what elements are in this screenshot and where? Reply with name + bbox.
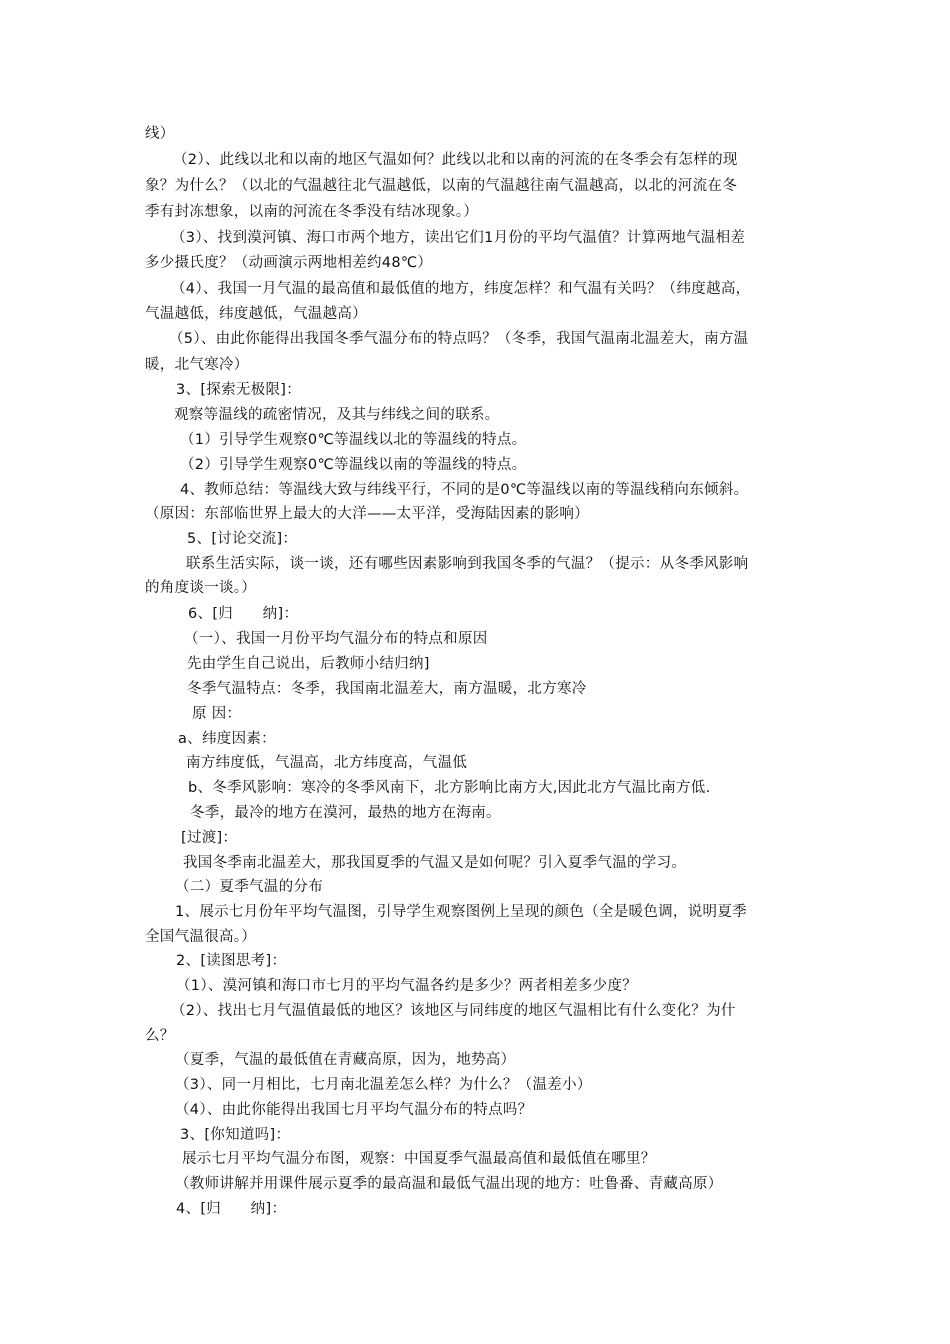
text-line: [过渡]： xyxy=(181,830,238,846)
text-line: 观察等温线的疏密情况，及其与纬线之间的联系。 xyxy=(174,407,500,423)
text-line: （2）引导学生观察0℃等温线以南的等温线的特点。 xyxy=(180,457,527,473)
text-line: a、纬度因素： xyxy=(178,731,276,747)
text-line: 么？ xyxy=(145,1028,175,1044)
text-line: （2）、找出七月气温值最低的地区？该地区与同纬度的地区气温相比有什么变化？为什 xyxy=(171,1003,736,1019)
text-line: 5、[讨论交流]： xyxy=(187,531,298,547)
text-line: 4、教师总结：等温线大致与纬线平行，不同的是0℃等温线以南的等温线稍向东倾斜。 xyxy=(180,482,749,498)
text-line: （3）、同一月相比，七月南北温差怎么样？为什么？（温差小） xyxy=(175,1077,592,1093)
text-line: 冬季气温特点：冬季，我国南北温差大，南方温暖，北方寒冷 xyxy=(187,681,587,697)
text-line: 冬季，最冷的地方在漠河，最热的地方在海南。 xyxy=(190,805,501,821)
text-line: 先由学生自己说出，后教师小结归纳] xyxy=(187,656,430,672)
text-line: （1）引导学生观察0℃等温线以北的等温线的特点。 xyxy=(180,432,527,448)
text-line: （5）、由此你能得出我国冬季气温分布的特点吗？（冬季，我国气温南北温差大，南方温 xyxy=(169,331,749,347)
text-line: 全国气温很高。） xyxy=(145,929,257,945)
text-line: 4、[归 纳]： xyxy=(176,1201,287,1217)
text-line: 联系生活实际，谈一谈，还有哪些因素影响到我国冬季的气温？（提示：从冬季风影响 xyxy=(186,556,749,572)
text-line: 线） xyxy=(145,126,175,142)
text-line: 1、展示七月份年平均气温图，引导学生观察图例上呈现的颜色（全是暖色调，说明夏季 xyxy=(175,904,747,920)
text-line: 的角度谈一谈。） xyxy=(145,580,257,596)
text-line: 展示七月平均气温分布图，观察：中国夏季气温最高值和最低值在哪里？ xyxy=(182,1151,656,1167)
text-line: b、冬季风影响：寒冷的冬季风南下，北方影响比南方大,因此北方气温比南方低. xyxy=(188,780,711,796)
text-line: （夏季，气温的最低值在青藏高原，因为，地势高） xyxy=(175,1052,516,1068)
text-line: 暖，北气寒冷） xyxy=(145,357,249,373)
text-line: （4）、由此你能得出我国七月平均气温分布的特点吗？ xyxy=(175,1102,533,1118)
text-line: （3）、找到漠河镇、海口市两个地方，读出它们1月份的平均气温值？计算两地气温相差 xyxy=(171,230,746,246)
text-line: 多少摄氏度？（动画演示两地相差约48℃） xyxy=(145,255,433,271)
text-line: （2）、此线以北和以南的地区气温如何？此线以北和以南的河流的在冬季会有怎样的现 xyxy=(173,152,738,168)
text-line: （4）、我国一月气温的最高值和最低值的地方，纬度怎样？和气温有关吗？（纬度越高， xyxy=(171,281,751,297)
text-line: 气温越低，纬度越低，气温越高） xyxy=(145,306,367,322)
text-line: 2、[读图思考]： xyxy=(176,953,287,969)
text-line: （一）、我国一月份平均气温分布的特点和原因 xyxy=(184,631,488,647)
text-line: （二）夏季气温的分布 xyxy=(175,879,323,895)
text-line: 6、[归 纳]： xyxy=(188,606,299,622)
text-line: 3、[探索无极限]： xyxy=(176,382,302,398)
text-line: 3、[你知道吗]： xyxy=(180,1127,291,1143)
text-line: 我国冬季南北温差大，那我国夏季的气温又是如何呢？引入夏季气温的学习。 xyxy=(183,855,687,871)
text-line: 季有封冻想象，以南的河流在冬季没有结冰现象。） xyxy=(145,204,479,220)
text-line: 象？为什么？（以北的气温越往北气温越低，以南的气温越往南气温越高，以北的河流在冬 xyxy=(145,178,737,194)
text-line: 南方纬度低，气温高，北方纬度高，气温低 xyxy=(186,755,468,771)
text-line: 原 因： xyxy=(192,706,242,722)
text-line: （原因：东部临世界上最大的大洋——太平洋，受海陆因素的影响） xyxy=(145,506,589,522)
text-line: （教师讲解并用课件展示夏季的最高温和最低气温出现的地方：吐鲁番、青藏高原） xyxy=(175,1176,723,1192)
text-line: （1）、漠河镇和海口市七月的平均气温各约是多少？两者相差多少度？ xyxy=(176,978,638,994)
